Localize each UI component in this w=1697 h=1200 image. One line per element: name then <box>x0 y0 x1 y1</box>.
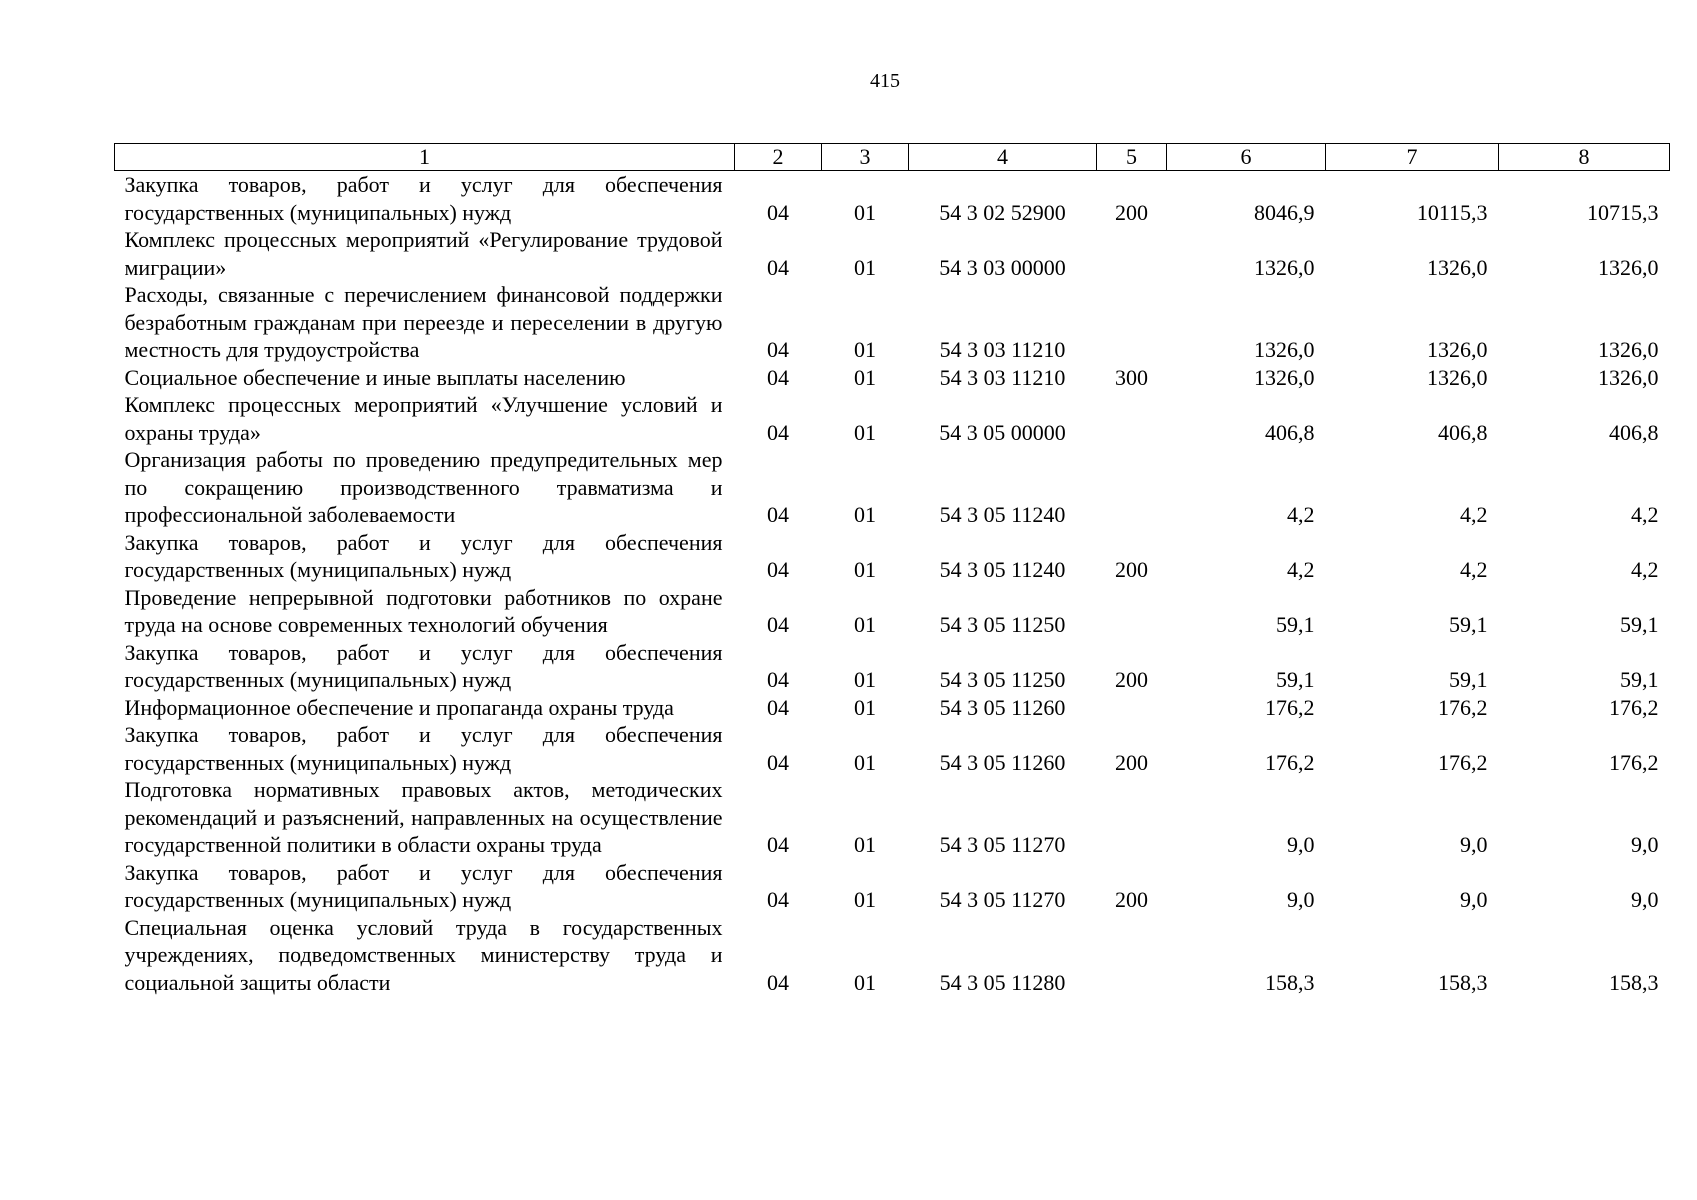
row-amount-col7: 4,2 <box>1460 557 1488 582</box>
row-amount-col7: 1326,0 <box>1427 337 1488 362</box>
table-row <box>115 226 1670 281</box>
row-description: Комплекс процессных мероприятий «Улучшение условий и охраны труда» <box>124 392 723 445</box>
table-row <box>115 529 1670 584</box>
column-header: 6 <box>1167 144 1326 171</box>
row-expense-type <box>1097 584 1167 639</box>
row-section: 04 <box>767 502 789 527</box>
row-amount-col6: 158,3 <box>1265 969 1315 995</box>
table-row <box>115 694 1670 722</box>
row-description: Подготовка нормативных правовых актов, методических рекомендаций и разъяснений, направленных на осуществление государственной политики в области охраны труда <box>124 777 723 857</box>
row-subsection: 01 <box>854 254 876 280</box>
row-amount-col7: 10115,3 <box>1416 199 1488 225</box>
row-description: Закупка товаров, работ и услуг для обеспечения государственных (муниципальных) нужд <box>124 859 723 912</box>
row-section: 04 <box>767 419 789 445</box>
row-subsection: 01 <box>854 887 876 912</box>
table-row <box>115 171 1670 227</box>
row-expense-type <box>1097 694 1167 722</box>
row-amount-col6: 59,1 <box>1276 612 1315 637</box>
row-section: 04 <box>767 199 789 225</box>
row-description: Закупка товаров, работ и услуг для обеспечения государственных (муниципальных) нужд <box>124 722 723 775</box>
column-header: 7 <box>1326 144 1499 171</box>
row-amount-col8: 10715,3 <box>1587 199 1659 225</box>
table-row <box>115 859 1670 914</box>
column-header: 3 <box>822 144 909 171</box>
row-target-code: 54 3 05 11260 <box>939 749 1066 775</box>
row-amount-col8: 4,2 <box>1631 557 1659 582</box>
page-number: 415 <box>870 70 900 92</box>
row-expense-type: 200 <box>1115 557 1148 582</box>
row-description: Расходы, связанные с перечислением финансовой поддержки безработным гражданам при переезде и переселении в другую местность для трудоустройства <box>124 282 723 362</box>
row-expense-type: 200 <box>1115 199 1148 225</box>
row-amount-col7: 59,1 <box>1449 667 1488 692</box>
column-header: 5 <box>1097 144 1167 171</box>
row-amount-col7: 176,2 <box>1438 749 1488 775</box>
row-description: Закупка товаров, работ и услуг для обеспечения государственных (муниципальных) нужд <box>124 639 723 692</box>
row-section: 04 <box>767 557 789 582</box>
table-header-row <box>115 144 1670 171</box>
row-expense-type: 200 <box>1115 749 1148 775</box>
table-body <box>115 171 1670 997</box>
row-amount-col8: 1326,0 <box>1598 254 1659 280</box>
row-description: Информационное обеспечение и пропаганда охраны труда <box>124 694 674 720</box>
row-subsection: 01 <box>854 364 876 390</box>
table-row <box>115 639 1670 694</box>
row-target-code: 54 3 05 11270 <box>939 832 1066 857</box>
row-subsection: 01 <box>854 419 876 445</box>
row-target-code: 54 3 05 11250 <box>939 612 1066 637</box>
row-expense-type: 300 <box>1115 364 1148 390</box>
row-amount-col8: 59,1 <box>1620 612 1659 637</box>
table-row <box>115 446 1670 529</box>
table-row <box>115 914 1670 997</box>
row-amount-col7: 59,1 <box>1449 612 1488 637</box>
row-subsection: 01 <box>854 199 876 225</box>
row-subsection: 01 <box>854 667 876 692</box>
row-target-code: 54 3 05 11270 <box>939 887 1066 912</box>
row-subsection: 01 <box>854 502 876 527</box>
row-amount-col6: 1326,0 <box>1254 337 1315 362</box>
row-amount-col8: 406,8 <box>1609 419 1659 445</box>
table-row <box>115 281 1670 364</box>
row-target-code: 54 3 05 00000 <box>939 419 1066 445</box>
row-expense-type: 200 <box>1115 667 1148 692</box>
row-amount-col8: 158,3 <box>1609 969 1659 995</box>
row-section: 04 <box>767 749 789 775</box>
row-amount-col6: 8046,9 <box>1254 199 1315 225</box>
row-section: 04 <box>767 254 789 280</box>
table-row <box>115 584 1670 639</box>
row-section: 04 <box>767 364 789 390</box>
table-row <box>115 721 1670 776</box>
row-expense-type <box>1097 914 1167 997</box>
row-subsection: 01 <box>854 694 876 720</box>
row-amount-col7: 4,2 <box>1460 502 1488 527</box>
column-header: 1 <box>115 144 735 171</box>
budget-table <box>114 143 1670 996</box>
row-expense-type <box>1097 446 1167 529</box>
row-target-code: 54 3 05 11250 <box>939 667 1066 692</box>
row-amount-col8: 1326,0 <box>1598 364 1659 390</box>
row-amount-col6: 1326,0 <box>1254 364 1315 390</box>
table-row <box>115 391 1670 446</box>
row-section: 04 <box>767 667 789 692</box>
column-header: 8 <box>1499 144 1670 171</box>
row-description: Проведение непрерывной подготовки работников по охране труда на основе современных технологий обучения <box>124 584 723 637</box>
row-amount-col8: 9,0 <box>1631 887 1659 912</box>
row-amount-col6: 1326,0 <box>1254 254 1315 280</box>
table-row <box>115 776 1670 859</box>
row-amount-col6: 176,2 <box>1265 694 1315 720</box>
row-subsection: 01 <box>854 969 876 995</box>
row-amount-col6: 4,2 <box>1287 557 1315 582</box>
row-amount-col7: 158,3 <box>1438 969 1488 995</box>
row-amount-col8: 4,2 <box>1631 502 1659 527</box>
row-amount-col6: 9,0 <box>1287 887 1315 912</box>
row-amount-col6: 59,1 <box>1276 667 1315 692</box>
row-amount-col6: 4,2 <box>1287 502 1315 527</box>
row-expense-type <box>1097 226 1167 281</box>
row-target-code: 54 3 03 00000 <box>939 254 1066 280</box>
row-section: 04 <box>767 887 789 912</box>
row-target-code: 54 3 05 11280 <box>939 969 1066 995</box>
row-target-code: 54 3 02 52900 <box>939 199 1066 225</box>
row-section: 04 <box>767 612 789 637</box>
row-target-code: 54 3 05 11260 <box>939 694 1066 720</box>
row-expense-type <box>1097 281 1167 364</box>
column-header: 4 <box>909 144 1097 171</box>
row-section: 04 <box>767 337 789 362</box>
row-description: Специальная оценка условий труда в государственных учреждениях, подведомственных министерству труда и социальной защиты области <box>124 914 723 995</box>
row-subsection: 01 <box>854 832 876 857</box>
row-amount-col7: 9,0 <box>1460 832 1488 857</box>
row-amount-col7: 1326,0 <box>1427 364 1488 390</box>
row-description: Комплекс процессных мероприятий «Регулирование трудовой миграции» <box>124 227 723 280</box>
table-row <box>115 364 1670 392</box>
row-amount-col8: 59,1 <box>1620 667 1659 692</box>
row-description: Организация работы по проведению предупредительных мер по сокращению производственного травматизма и профессиональной заболеваемости <box>124 447 723 527</box>
row-target-code: 54 3 03 11210 <box>939 337 1066 362</box>
row-amount-col6: 406,8 <box>1265 419 1315 445</box>
row-amount-col6: 9,0 <box>1287 832 1315 857</box>
row-description: Закупка товаров, работ и услуг для обеспечения государственных (муниципальных) нужд <box>124 529 723 582</box>
row-amount-col7: 176,2 <box>1438 694 1488 720</box>
row-amount-col7: 1326,0 <box>1427 254 1488 280</box>
row-subsection: 01 <box>854 557 876 582</box>
row-expense-type <box>1097 776 1167 859</box>
row-subsection: 01 <box>854 612 876 637</box>
row-target-code: 54 3 05 11240 <box>939 557 1066 582</box>
row-section: 04 <box>767 694 789 720</box>
row-amount-col6: 176,2 <box>1265 749 1315 775</box>
row-subsection: 01 <box>854 337 876 362</box>
row-target-code: 54 3 05 11240 <box>939 502 1066 527</box>
row-amount-col7: 406,8 <box>1438 419 1488 445</box>
row-section: 04 <box>767 832 789 857</box>
row-amount-col8: 9,0 <box>1631 832 1659 857</box>
row-target-code: 54 3 03 11210 <box>939 364 1066 390</box>
row-subsection: 01 <box>854 749 876 775</box>
row-description: Закупка товаров, работ и услуг для обеспечения государственных (муниципальных) нужд <box>124 172 723 225</box>
row-amount-col8: 1326,0 <box>1598 337 1659 362</box>
row-section: 04 <box>767 969 789 995</box>
row-description: Социальное обеспечение и иные выплаты населению <box>124 364 626 390</box>
row-amount-col8: 176,2 <box>1609 749 1659 775</box>
row-expense-type <box>1097 391 1167 446</box>
row-amount-col8: 176,2 <box>1609 694 1659 720</box>
row-amount-col7: 9,0 <box>1460 887 1488 912</box>
row-expense-type: 200 <box>1115 887 1148 912</box>
column-header: 2 <box>735 144 822 171</box>
